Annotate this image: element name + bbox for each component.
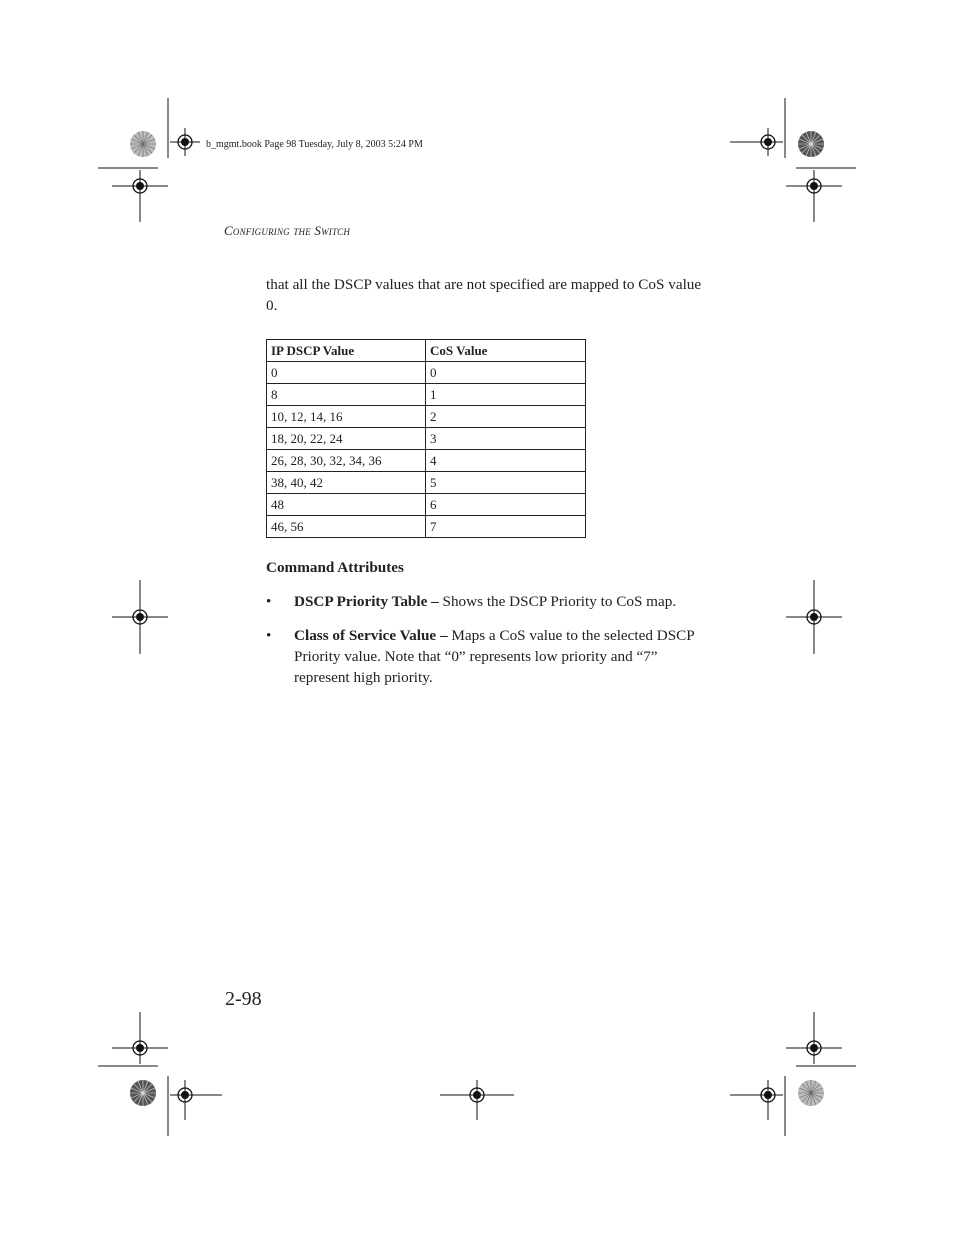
dscp-cell: 26, 28, 30, 32, 34, 36	[267, 450, 426, 472]
column-header-cos: CoS Value	[426, 340, 586, 362]
cos-cell: 4	[426, 450, 586, 472]
column-header-ip-dscp: IP DSCP Value	[267, 340, 426, 362]
running-head: Configuring the Switch	[224, 223, 351, 238]
cos-cell: 3	[426, 428, 586, 450]
dscp-cell: 38, 40, 42	[267, 472, 426, 494]
attribute-description: Maps a CoS value to the selected DSCP Priority value. Note that “0” represents low priority and “7” represent high priority.	[294, 627, 695, 686]
registration-starburst-top-right	[798, 131, 824, 157]
cos-cell: 0	[426, 362, 586, 384]
cos-cell: 7	[426, 516, 586, 538]
dscp-cell: 0	[267, 362, 426, 384]
page-number: 2-98	[225, 988, 262, 1010]
attribute-term: Class of Service Value –	[294, 627, 448, 644]
dscp-cell: 46, 56	[267, 516, 426, 538]
print-header: b_mgmt.book Page 98 Tuesday, July 8, 2003 5:24 PM	[206, 139, 423, 150]
table-header-row	[267, 340, 586, 362]
bullet: •	[266, 627, 272, 644]
table-row	[267, 472, 586, 494]
attribute-term: DSCP Priority Table –	[294, 593, 439, 610]
cos-cell: 5	[426, 472, 586, 494]
table-row	[267, 494, 586, 516]
attribute-description: Shows the DSCP Priority to CoS map.	[438, 593, 677, 610]
dscp-cell: 18, 20, 22, 24	[267, 428, 426, 450]
table-row	[267, 384, 586, 406]
table-row	[267, 450, 586, 472]
cos-cell: 2	[426, 406, 586, 428]
cos-cell: 6	[426, 494, 586, 516]
cos-cell: 1	[426, 384, 586, 406]
dscp-cell: 48	[267, 494, 426, 516]
dscp-cell: 10, 12, 14, 16	[267, 406, 426, 428]
registration-starburst-bottom-right	[798, 1080, 824, 1106]
section-heading: Command Attributes	[266, 559, 404, 576]
list-item	[266, 591, 712, 612]
dscp-cell: 8	[267, 384, 426, 406]
intro-paragraph: that all the DSCP values that are not specified are mapped to CoS value 0.	[266, 276, 702, 314]
table-row	[267, 362, 586, 384]
attribute-list	[266, 591, 712, 688]
table-row	[267, 428, 586, 450]
list-item	[266, 625, 712, 688]
registration-starburst-bottom-left	[130, 1080, 156, 1106]
dscp-cos-table	[266, 339, 586, 538]
registration-starburst-top-left	[130, 131, 156, 157]
table-row	[267, 516, 586, 538]
table-row	[267, 406, 586, 428]
bullet: •	[266, 593, 272, 610]
page-content	[266, 274, 712, 701]
